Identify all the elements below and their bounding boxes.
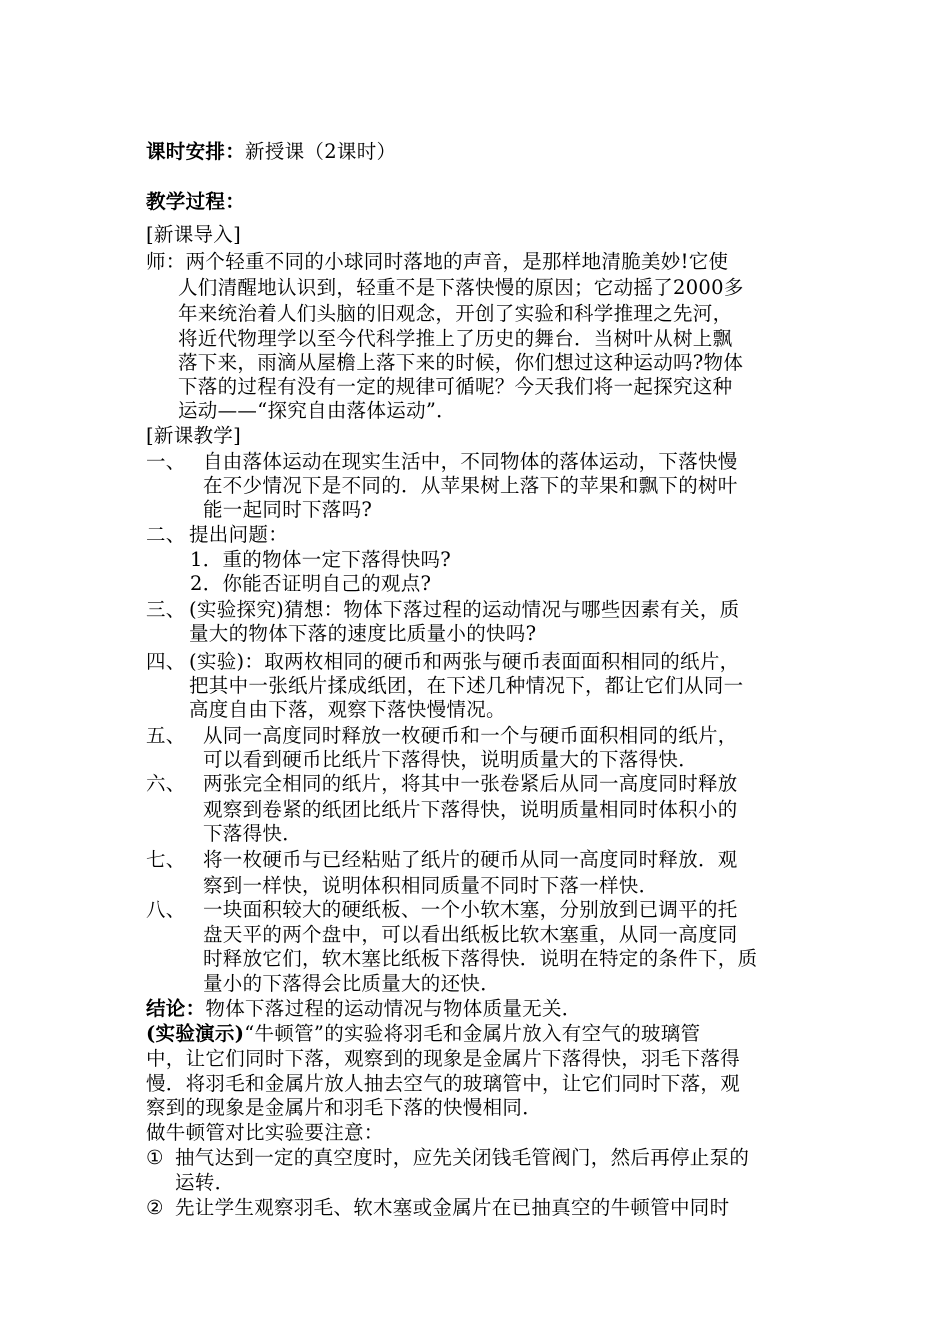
- note-number: ①: [146, 1146, 164, 1169]
- process-title: 教学过程：: [146, 190, 246, 213]
- intro-line: 下落的过程有没有一定的规律可循呢？今天我们将一起探究这种: [178, 375, 733, 398]
- conclusion: [146, 997, 582, 1021]
- notes-intro: 做牛顿管对比实验要注意：: [146, 1121, 384, 1144]
- item-line: 察到一样快，说明体积相同质量不同时下落一样快．: [203, 874, 659, 897]
- item-line: 两张完全相同的纸片，将其中一张卷紧后从同一高度同时释放: [203, 772, 738, 795]
- item-line: (实验)：取两枚相同的硬币和两张与硬币表面面积相同的纸片，: [189, 650, 740, 673]
- item-line: 量大的物体下落的速度比质量小的快吗?: [189, 622, 537, 645]
- intro-line: 师：两个轻重不同的小球同时落地的声音，是那样地清脆美妙!它使: [146, 250, 729, 273]
- demo-line: 察到的现象是金属片和羽毛下落的快慢相同．: [146, 1096, 543, 1119]
- item-line: 可以看到硬币比纸片下落得快，说明质量大的下落得快．: [203, 748, 699, 771]
- item-line: 量小的下落得会比质量大的还快．: [203, 972, 501, 995]
- item-number: 四、: [146, 650, 186, 673]
- item-number: 七、: [146, 848, 186, 871]
- item-line: 高度自由下落，观察下落快慢情况。: [189, 698, 506, 721]
- item-line: 提出问题：: [189, 523, 289, 546]
- demo-first-line: [146, 1022, 700, 1046]
- intro-line: 落下来，雨滴从屋檐上落下来的时候，你们想过这种运动吗?物体: [178, 351, 744, 374]
- item-line: 在不少情况下是不同的．从苹果树上落下的苹果和飘下的树叶: [203, 474, 738, 497]
- note-line: 先让学生观察羽毛、软木塞或金属片在已抽真空的牛顿管中同时: [175, 1196, 730, 1219]
- item-line: 盘天平的两个盘中，可以看出纸板比软木塞重，从同一高度同: [203, 923, 738, 946]
- intro-heading: [新课导入]: [146, 223, 242, 246]
- note-line: 抽气达到一定的真空度时，应先关闭钱毛管阀门，然后再停止泵的: [175, 1146, 750, 1169]
- item-line: 能一起同时下落吗?: [203, 498, 373, 521]
- item-line: 自由落体运动在现实生活中，不同物体的落体运动，下落快慢: [203, 450, 738, 473]
- intro-line: 人们清醒地认识到，轻重不是下落快慢的原因；它动摇了2000多: [178, 276, 744, 299]
- item-number: 六、: [146, 772, 186, 795]
- demo-line: “牛顿管”的实验将羽毛和金属片放入有空气的玻璃管: [244, 1022, 701, 1045]
- item-line: 将一枚硬币与已经粘贴了纸片的硬币从同一高度同时释放．观: [203, 848, 738, 871]
- question-line: 2．你能否证明自己的观点?: [190, 572, 432, 595]
- item-number: 三、: [146, 598, 186, 621]
- item-line: 观察到卷紧的纸团比纸片下落得快，说明质量相同时体积小的: [203, 798, 738, 821]
- intro-line: 将近代物理学以至今代科学推上了历史的舞台．当树叶从树上飘: [178, 327, 733, 350]
- item-number: 二、: [146, 523, 186, 546]
- item-line: 时释放它们，软木塞比纸板下落得快．说明在特定的条件下，质: [203, 947, 758, 970]
- intro-line: 运动——“探究自由落体运动”．: [178, 399, 456, 422]
- conclusion-label: 结论：: [146, 997, 206, 1020]
- question-line: 1．重的物体一定下落得快吗?: [190, 548, 452, 571]
- schedule-line: [146, 140, 396, 164]
- item-number: 八、: [146, 898, 186, 921]
- item-number: 五、: [146, 724, 186, 747]
- demo-label: (实验演示): [146, 1022, 245, 1045]
- item-number: 一、: [146, 450, 186, 473]
- schedule-value: 新授课（2课时）: [245, 140, 397, 163]
- note-line: 运转．: [175, 1171, 235, 1194]
- demo-line: 中，让它们同时下落，观察到的现象是金属片下落得快，羽毛下落得: [146, 1047, 741, 1070]
- schedule-label: 课时安排：: [146, 140, 246, 163]
- intro-line: 年来统治着人们头脑的旧观念，开创了实验和科学推理之先河，: [178, 302, 733, 325]
- item-line: 把其中一张纸片揉成纸团，在下述几种情况下，都让它们从同一: [189, 674, 744, 697]
- conclusion-text: 物体下落过程的运动情况与物体质量无关．: [205, 997, 582, 1020]
- teaching-heading: [新课教学]: [146, 424, 242, 447]
- item-line: 一块面积较大的硬纸板、一个小软木塞，分别放到已调平的托: [203, 898, 738, 921]
- note-number: ②: [146, 1196, 164, 1219]
- item-line: (实验探究)猜想：物体下落过程的运动情况与哪些因素有关，质: [189, 598, 740, 621]
- item-line: 从同一高度同时释放一枚硬币和一个与硬币面积相同的纸片，: [203, 724, 738, 747]
- item-line: 下落得快．: [203, 822, 303, 845]
- demo-line: 慢．将羽毛和金属片放人抽去空气的玻璃管中，让它们同时下落，观: [146, 1072, 741, 1095]
